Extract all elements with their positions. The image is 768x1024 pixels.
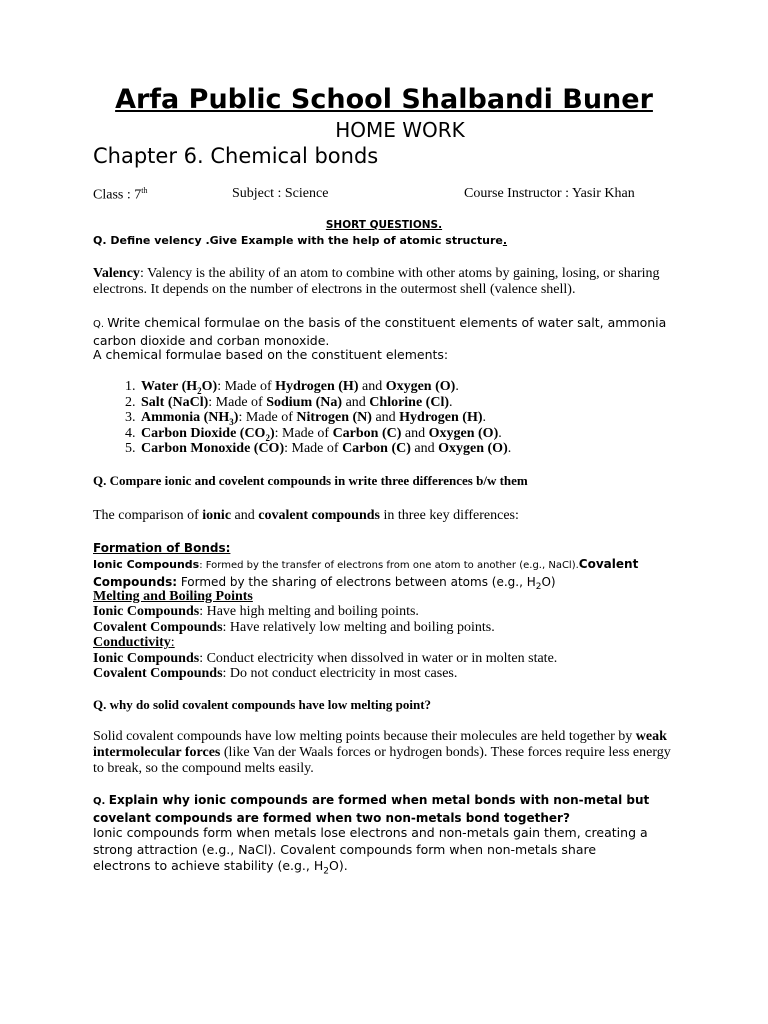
made-of: : Made of [217, 379, 276, 394]
element-2: Oxygen (O) [385, 379, 456, 394]
item-end: . [482, 410, 487, 425]
formula-sub: 3 [229, 416, 234, 427]
conductivity-covalent-term: Covalent Compounds [93, 666, 223, 681]
made-of: : Made of [238, 410, 297, 425]
formation-covalent-term: Covalent Compounds: [93, 557, 639, 589]
melting-ionic-text: : Have high melting and boiling points. [199, 604, 419, 619]
instructor-label: Course Instructor : Yasir Khan [464, 186, 635, 201]
formation-sub: 2 [535, 582, 542, 593]
item-end: . [455, 379, 459, 394]
conductivity-ionic-text: : Conduct electricity when dissolved in water or in molten state. [199, 651, 558, 666]
element-1: Sodium (Na) [266, 394, 343, 410]
conductivity-ionic [93, 651, 683, 667]
formation-heading: Formation of Bonds: [93, 541, 231, 555]
intro-b: and [231, 508, 259, 523]
formula-name: Carbon Dioxide (CO [141, 425, 266, 441]
formula-name: Water (H [141, 379, 198, 394]
made-of: : Made of [274, 425, 333, 441]
formula-name: Ammonia (NH [141, 410, 230, 425]
conductivity-covalent-text: : Do not conduct electricity in most cases. [222, 666, 458, 681]
q1-text: Define velency .Give Example with the help of atomic structure [110, 234, 503, 247]
list-item [139, 426, 511, 442]
conductivity-colon: : [170, 635, 175, 650]
answer-4-b: (like Van der Waals forces or hydrogen bonds). These forces require less energy to break, so the compound melts easily. [93, 745, 671, 776]
homework-heading: HOME WORK [335, 118, 465, 142]
answer-4-a: Solid covalent compounds have low melting points because their molecules are held together by [93, 729, 636, 744]
formula-name: Carbon Monoxide (CO) [141, 441, 285, 456]
formula-sub: 2 [265, 432, 270, 443]
element-1: Carbon (C) [342, 441, 411, 456]
formation-covalent: Formed by the sharing of electrons between atoms (e.g., H [177, 575, 536, 589]
q5-prefix: Q. [93, 796, 109, 807]
chapter-title: Chapter 6. Chemical bonds [93, 144, 379, 168]
intro-a: The comparison of [93, 508, 203, 523]
element-1: Hydrogen (H) [275, 379, 359, 394]
and-text: and [358, 379, 386, 394]
answer-4-bold: weak intermolecular forces [93, 729, 667, 760]
and-text: and [410, 441, 439, 456]
q2-intro: A chemical formulae based on the constituent elements: [93, 347, 449, 362]
formula-name-end: ) [233, 410, 239, 425]
element-2: Hydrogen (H) [399, 410, 483, 425]
made-of: : Made of [284, 441, 343, 456]
item-end: . [449, 394, 453, 410]
melting-covalent-term: Covalent Compounds [93, 620, 223, 635]
q1-end: . [502, 234, 508, 247]
melting-covalent [93, 620, 683, 636]
melting-ionic-term: Ionic Compounds [93, 604, 200, 619]
melting-covalent-text: : Have relatively low melting and boiling points. [222, 620, 495, 635]
formation-ionic: : Formed by the transfer of electrons from one atom to another (e.g., NaCl). [199, 560, 579, 571]
formula-list [93, 379, 511, 457]
item-end: . [498, 425, 502, 441]
question-4: Q. why do solid covalent compounds have low melting point? [93, 697, 432, 712]
list-item [139, 395, 511, 411]
answer-5-text: Ionic compounds form when metals lose electrons and non-metals gain them, creating a strong attraction (e.g., NaCl). Covalent compounds form when non-metals share electrons to achieve stability (e.g., H [93, 825, 648, 873]
class-value: Class : 7 [93, 187, 142, 203]
conductivity-heading [93, 635, 683, 651]
q2-prefix: Q. [93, 319, 108, 330]
formula-sub: 2 [197, 385, 202, 396]
intro-ionic: ionic [202, 508, 232, 523]
and-text: and [371, 410, 400, 425]
subject-label: Subject : Science [232, 186, 329, 201]
q3-intro [93, 508, 683, 524]
question-2 [93, 315, 683, 349]
answer-1 [93, 266, 683, 298]
formula-name-end: ) [269, 425, 275, 441]
valency-definition: : Valency is the ability of an atom to combine with other atoms by gaining, losing, or sharing electrons. It depends on the number of electrons in the outermost shell (valence shell). [93, 266, 660, 297]
answer-5 [93, 825, 655, 875]
class-sup: th [141, 186, 148, 195]
class-label [93, 186, 147, 204]
element-1: Carbon (C) [332, 425, 402, 441]
q5-text: Explain why ionic compounds are formed when metal bonds with non-metal but covelant compounds are formed when two non-metals bond together? [93, 793, 650, 825]
question-3: Q. Compare ionic and covelent compounds in write three differences b/w them [93, 473, 528, 488]
item-end: . [507, 441, 512, 456]
conductivity-covalent [93, 666, 683, 682]
formula-name-end: O) [201, 379, 218, 394]
formation-text [93, 556, 693, 591]
made-of: : Made of [208, 394, 267, 410]
element-2: Oxygen (O) [428, 425, 499, 441]
intro-covalent: covalent compounds [258, 508, 380, 523]
answer-4 [93, 729, 685, 777]
question-5 [93, 792, 653, 826]
element-1: Nitrogen (N) [296, 410, 372, 425]
answer-5-sub: 2 [323, 866, 329, 877]
and-text: and [342, 394, 370, 410]
valency-term: Valency [93, 266, 140, 281]
list-item [139, 410, 511, 426]
melting-ionic [93, 604, 683, 620]
short-questions-heading: SHORT QUESTIONS. [325, 219, 443, 231]
q1-prefix: Q. [93, 234, 111, 247]
conductivity-ionic-term: Ionic Compounds [93, 651, 200, 666]
answer-5-end: O). [328, 858, 348, 873]
school-title: Arfa Public School Shalbandi Buner [115, 84, 653, 115]
element-2: Oxygen (O) [438, 441, 508, 456]
conductivity-title: Conductivity [93, 635, 171, 650]
list-item [139, 441, 511, 457]
formula-name: Salt (NaCl) [141, 394, 209, 410]
intro-c: in three key differences: [379, 508, 519, 523]
melting-heading: Melting and Boiling Points [93, 589, 253, 604]
element-2: Chlorine (Cl) [369, 394, 450, 410]
question-1 [93, 234, 683, 247]
formation-covalent-end: O) [541, 575, 556, 589]
and-text: and [401, 425, 429, 441]
formation-ionic-term: Ionic Compounds [93, 558, 200, 571]
q2-text: Write chemical formulae on the basis of the constituent elements of water salt, ammonia carbon dioxide and corban monoxide. [93, 315, 667, 348]
list-item [139, 379, 511, 395]
